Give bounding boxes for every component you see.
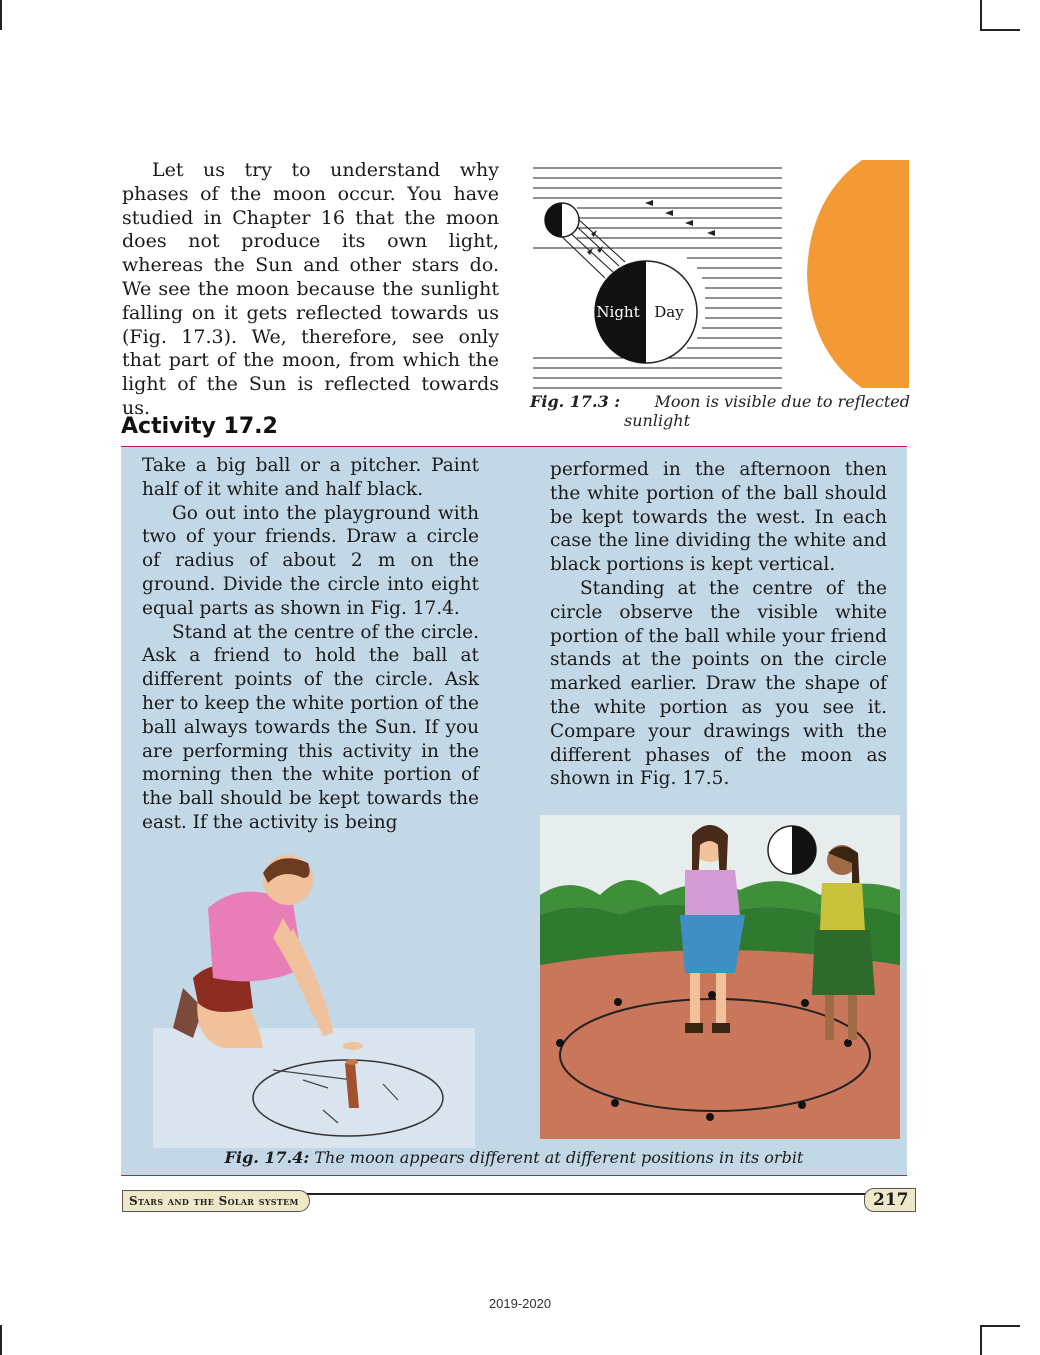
label-night: Night	[596, 303, 640, 321]
crop-mark	[980, 0, 982, 30]
intro-paragraph: Let us try to understand why phases of the moon occur. You have studied in Chapter 16 that the moon does not produce its own light, whereas the Sun and other stars do. We see the moon because the sunlight falling on it gets reflected towards us (Fig. 17.3). We, therefore, see only that part of the moon, from which the light of the Sun is reflected towards us.	[122, 159, 499, 419]
activity-paragraph: Go out into the playground with two of your friends. Draw a circle of radius of about 2 m on the ground. Divide the circle into eight equal parts as shown in Fig. 17.4.	[142, 502, 479, 619]
activity-paragraph: Stand at the centre of the circle. Ask a friend to hold the ball at different points of the circle. Ask her to keep the white portion of the ball always towards the Sun. If you are performing this activity in the morning then the white portion of the ball should be kept towards the east. If the activity is being	[142, 621, 479, 833]
crop-mark	[980, 29, 1020, 31]
moon-reflection-diagram	[527, 160, 909, 390]
caption-text-cont: sunlight	[624, 411, 691, 430]
activity-paragraph: Take a big ball or a pitcher. Paint half of it white and half black.	[142, 455, 479, 500]
boy-drawing-circle-illustration	[153, 848, 475, 1148]
activity-paragraph: performed in the afternoon then the white portion of the ball should be kept towards the west. In each case the line dividing the white and black portions is kept vertical.	[550, 459, 887, 576]
crop-mark	[980, 1325, 982, 1355]
moon-small	[545, 203, 579, 237]
girls-playground-illustration	[540, 815, 900, 1139]
edition-year: 2019-2020	[488, 1296, 552, 1311]
crop-mark	[0, 0, 2, 30]
caption-label: Fig. 17.4:	[224, 1148, 310, 1167]
crop-mark	[0, 1325, 2, 1355]
fig-17-4-caption	[121, 1148, 907, 1167]
caption-text: The moon appears different at different positions in its orbit	[314, 1148, 804, 1167]
label-day: Day	[654, 303, 684, 321]
sun-shape	[807, 160, 909, 388]
page-number: 217	[864, 1188, 916, 1212]
crop-mark	[980, 1325, 1020, 1327]
caption-text: Moon is visible due to reflected	[654, 392, 910, 411]
fig-17-3-caption	[530, 392, 910, 430]
activity-title: Activity 17.2	[121, 414, 278, 439]
chapter-title: Stars and the Solar system	[122, 1190, 310, 1212]
activity-column-left	[142, 454, 479, 835]
activity-column-right	[550, 458, 887, 791]
caption-label: Fig. 17.3 :	[530, 392, 621, 411]
activity-paragraph: Standing at the centre of the circle observe the visible white portion of the ball while your friend stands at the points on the circle marked earlier. Draw the shape of the white portion as you see it. Compare your drawings with the different phases of the moon as shown in Fig. 17.5.	[550, 577, 887, 790]
